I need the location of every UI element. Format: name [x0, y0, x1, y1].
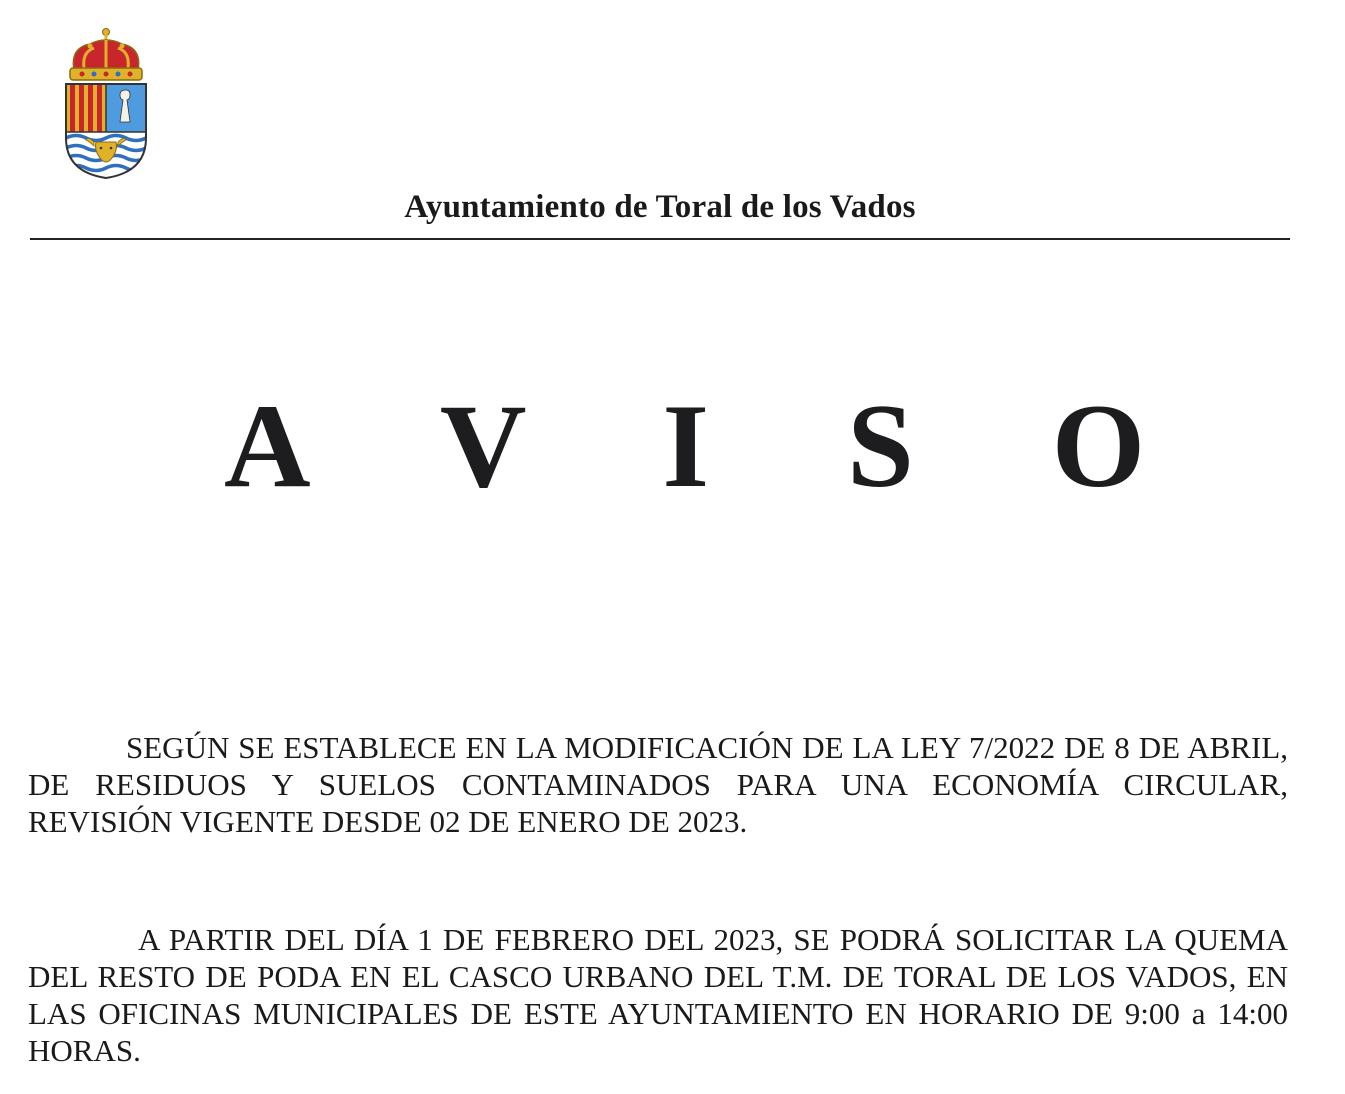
coat-of-arms-icon — [60, 26, 152, 182]
header-divider — [30, 238, 1290, 240]
notice-heading: A V I S O — [224, 379, 1200, 512]
page-title: Ayuntamiento de Toral de los Vados — [404, 189, 916, 225]
body-paragraph-1: SEGÚN SE ESTABLECE EN LA MODIFICACIÓN DE LA LEY 7/2022 DE 8 DE ABRIL, DE RESIDUOS Y SUELOS CONTAMINADOS PARA UNA ECONOMÍA CIRCULAR, REVISIÓN VIGENTE DESDE 02 DE ENERO DE 2023. — [28, 730, 1288, 839]
body-paragraph-2: A PARTIR DEL DÍA 1 DE FEBRERO DEL 2023, SE PODRÁ SOLICITAR LA QUEMA DEL RESTO DE PODA EN EL CASCO URBANO DEL T.M. DE TORAL DE LOS VADOS, EN LAS OFICINAS MUNICIPALES DE ESTE AYUNTAMIENTO EN HORARIO DE 9:00 a 14:00 HORAS. — [28, 922, 1288, 1068]
crown-icon — [70, 29, 142, 81]
